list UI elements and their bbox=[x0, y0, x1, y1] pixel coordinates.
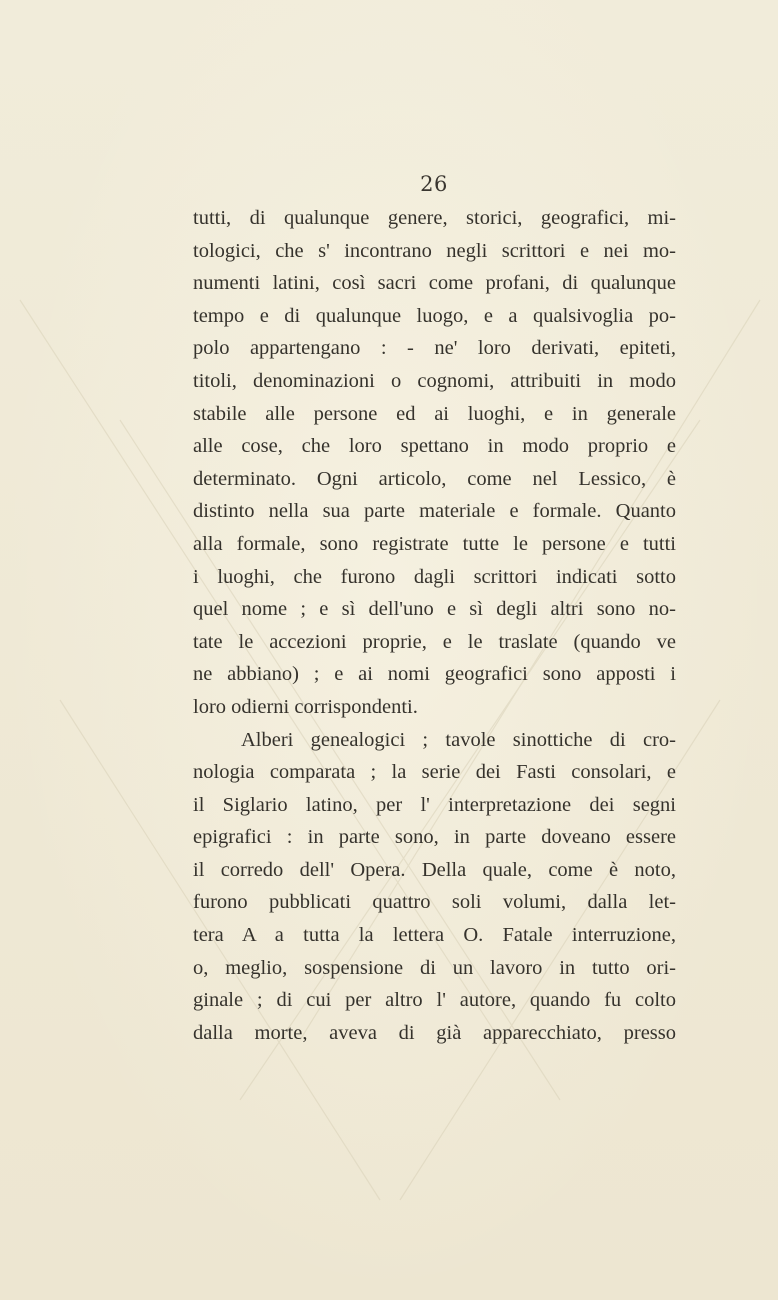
text-line: alle cose, che loro spettano in modo proprio e bbox=[193, 435, 676, 458]
text-line: loro odierni corrispondenti. bbox=[193, 695, 418, 718]
text-line: furono pubblicati quattro soli volumi, dalla let- bbox=[193, 891, 676, 914]
text-line: ne abbiano) ; e ai nomi geografici sono apposti i bbox=[193, 663, 676, 686]
text-line: tempo e di qualunque luogo, e a qualsivoglia po- bbox=[193, 304, 676, 327]
text-line: tologici, che s' incontrano negli scrittori e nei mo- bbox=[193, 239, 676, 262]
text-line: tutti, di qualunque genere, storici, geografici, mi- bbox=[193, 207, 676, 229]
paragraph-1 bbox=[193, 202, 676, 724]
text-line: numenti latini, così sacri come profani, di qualunque bbox=[193, 272, 676, 295]
text-line: ginale ; di cui per altro l' autore, quando fu colto bbox=[193, 989, 676, 1012]
text-line: Alberi genealogici ; tavole sinottiche di cro- bbox=[241, 728, 676, 751]
text-line: dalla morte, aveva di già apparecchiato, presso bbox=[193, 1021, 676, 1044]
text-line: il Siglario latino, per l' interpretazione dei segni bbox=[193, 793, 676, 816]
text-line: stabile alle persone ed ai luoghi, e in generale bbox=[193, 402, 676, 425]
body-text bbox=[193, 202, 676, 1049]
text-line: il corredo dell' Opera. Della quale, come è noto, bbox=[193, 858, 676, 881]
text-line: epigrafici : in parte sono, in parte doveano essere bbox=[193, 826, 676, 849]
paragraph-2 bbox=[193, 724, 676, 1050]
text-line: quel nome ; e sì dell'uno e sì degli altri sono no- bbox=[193, 598, 676, 621]
text-line: determinato. Ogni articolo, come nel Lessico, è bbox=[193, 467, 676, 490]
text-line: nologia comparata ; la serie dei Fasti consolari, e bbox=[193, 761, 676, 784]
text-line: tate le accezioni proprie, e le traslate (quando ve bbox=[193, 630, 676, 653]
text-line: o, meglio, sospensione di un lavoro in tutto ori- bbox=[193, 956, 676, 979]
text-line: i luoghi, che furono dagli scrittori indicati sotto bbox=[193, 565, 676, 588]
page-number: 26 bbox=[420, 172, 448, 196]
text-line: titoli, denominazioni o cognomi, attribuiti in modo bbox=[193, 369, 676, 392]
text-line: distinto nella sua parte materiale e formale. Quanto bbox=[193, 500, 676, 523]
text-line: alla formale, sono registrate tutte le persone e tutti bbox=[193, 532, 676, 555]
text-line: tera A a tutta la lettera O. Fatale interruzione, bbox=[193, 924, 676, 947]
text-line: polo appartengano : - ne' loro derivati, epiteti, bbox=[193, 337, 676, 360]
